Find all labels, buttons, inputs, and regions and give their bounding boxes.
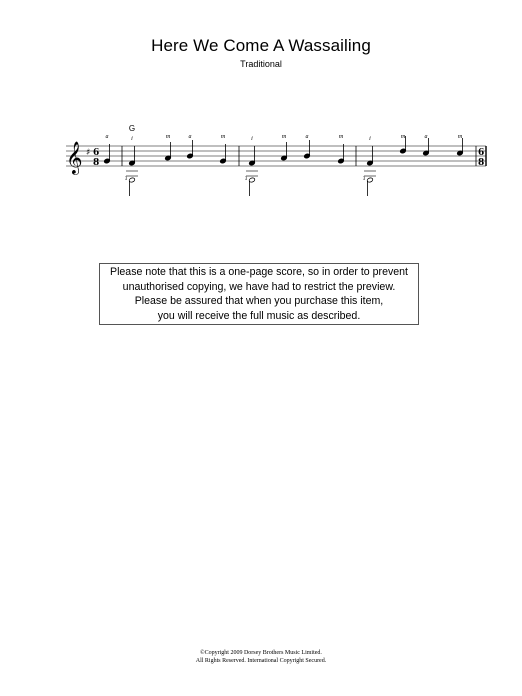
finger-mark: m [220,134,226,140]
svg-text:8: 8 [93,158,100,168]
score-title: Here We Come A Wassailing [151,36,371,55]
finger-mark: m [457,134,463,140]
fret-number: 3 [244,177,248,182]
finger-mark: i [369,136,371,142]
fret-number: 3 [362,177,366,182]
time-signature [93,148,99,168]
composer-credit: Traditional [240,59,282,69]
finger-mark: a [424,134,428,140]
music-staff [60,118,500,208]
chord-symbol: G [128,124,136,133]
finger-mark: a [105,134,109,140]
copyright-line: All Rights Reserved. International Copyright Secured. [195,657,327,664]
finger-mark: m [338,134,344,140]
preview-notice [99,263,419,325]
finger-mark: i [131,136,133,142]
notice-line: Please be assured that when you purchase this item, [134,295,384,307]
ledger-lines [126,171,376,176]
svg-text:6: 6 [478,148,485,158]
notice-line: Please note that this is a one-page score, so in order to prevent [110,266,408,278]
treble-clef-icon: 𝄞 [66,141,83,174]
svg-text:6: 6 [93,148,100,158]
copyright-line: ©Copyright 2009 Dorsey Brothers Music Limited. [200,650,322,656]
finger-mark: a [305,134,309,140]
svg-text:8: 8 [478,158,485,168]
notice-line: you will receive the full music as described. [157,309,361,322]
finger-mark: m [165,134,171,140]
finger-mark: a [188,134,192,140]
finger-mark: m [400,134,406,140]
fret-number: 3 [124,177,128,182]
key-signature-sharp: ♯ [86,148,91,158]
finger-mark: i [251,136,253,142]
finger-marks [106,134,463,142]
finger-mark: m [281,134,287,140]
copyright-footer [0,650,522,665]
ending-time-signature [478,148,484,168]
notice-line: unauthorised copying, we have had to restrict the preview. [122,280,396,293]
fret-number-marks [125,177,366,182]
